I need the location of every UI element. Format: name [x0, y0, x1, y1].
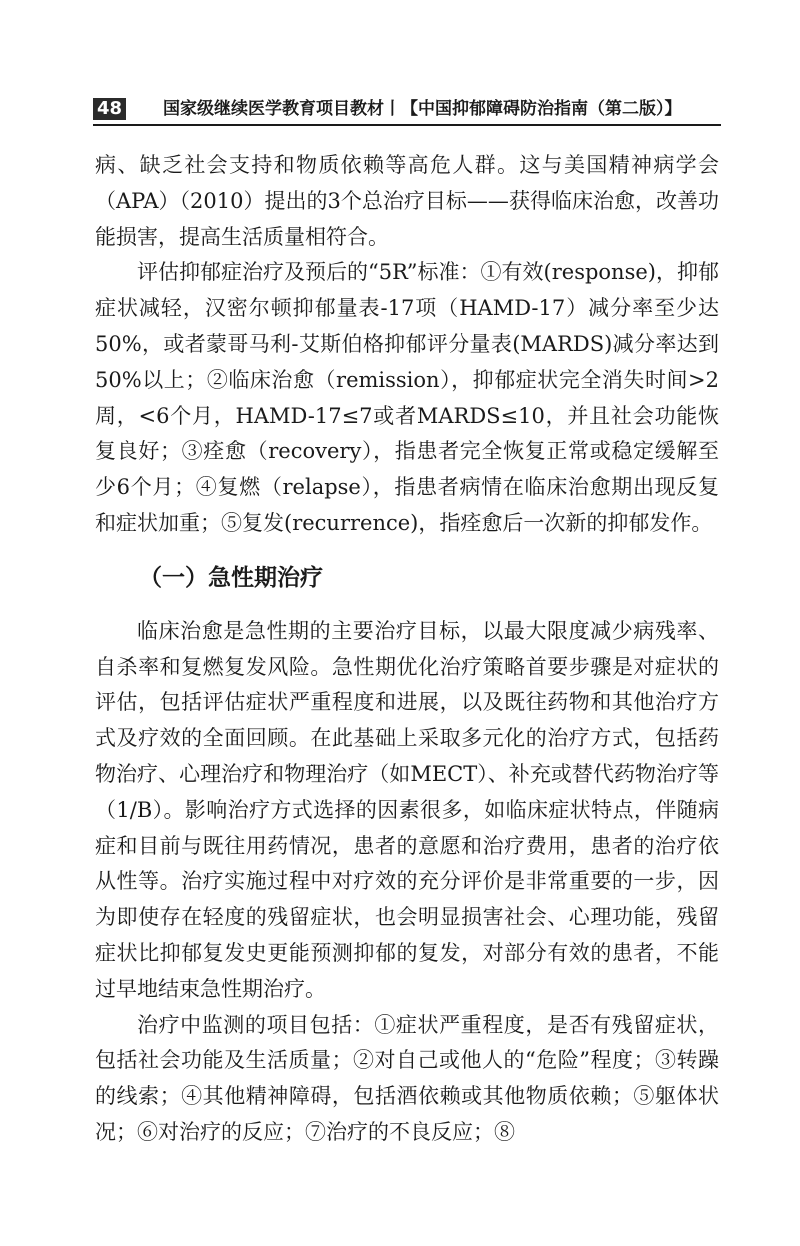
running-header-title: 国家级继续医学教育项目教材丨【中国抑郁障碍防治指南（第二版）】 — [163, 99, 682, 119]
section-heading-acute-phase: （一）急性期治疗 — [139, 564, 323, 591]
running-header — [93, 96, 721, 126]
page-number: 48 — [93, 98, 126, 120]
paragraph-continuation: 病、缺乏社会支持和物质依赖等高危人群。这与美国精神病学会（APA）（2010）提出的3个总治疗目标——获得临床治愈，改善功能损害，提高生活质量相符合。 — [95, 153, 719, 249]
paragraph-5r-criteria: 评估抑郁症治疗及预后的“5R”标准：①有效(response)，抑郁症状减轻，汉密尔顿抑郁量表-17项（HAMD-17）减分率至少达50%，或者蒙哥马利-艾斯伯格抑郁评分量表(MARDS)减分率达到50%以上；②临床治愈（remission），抑郁症状完全消失时间>2周，<6个月，HAMD-17≤7或者MARDS≤10，并且社会功能恢复良好；③痊愈（recovery），指患者完全恢复正常或稳定缓解至少6个月；④复燃（relapse），指患者病情在临床治愈期出现反复和症状加重；⑤复发(recurrence)，指痊愈后一次新的抑郁发作。 — [95, 260, 719, 535]
paragraph-acute-phase: 临床治愈是急性期的主要治疗目标，以最大限度减少病残率、自杀率和复燃复发风险。急性期优化治疗策略首要步骤是对症状的评估，包括评估症状严重程度和进展，以及既往药物和其他治疗方式及疗效的全面回顾。在此基础上采取多元化的治疗方式，包括药物治疗、心理治疗和物理治疗（如MECT）、补充或替代药物治疗等（1/B）。影响治疗方式选择的因素很多，如临床症状特点，伴随病症和目前与既往用药情况，患者的意愿和治疗费用，患者的治疗依从性等。治疗实施过程中对疗效的充分评价是非常重要的一步，因为即使存在轻度的残留症状，也会明显损害社会、心理功能，残留症状比抑郁复发史更能预测抑郁的复发，对部分有效的患者，不能过早地结束急性期治疗。 — [95, 618, 719, 1001]
body-text — [95, 148, 719, 1151]
paragraph-monitoring: 治疗中监测的项目包括：①症状严重程度，是否有残留症状，包括社会功能及生活质量；②对自己或他人的“危险”程度；③转躁的线索；④其他精神障碍，包括酒依赖或其他物质依赖；⑤躯体状况；⑥对治疗的反应；⑦治疗的不良反应；⑧ — [95, 1012, 719, 1144]
